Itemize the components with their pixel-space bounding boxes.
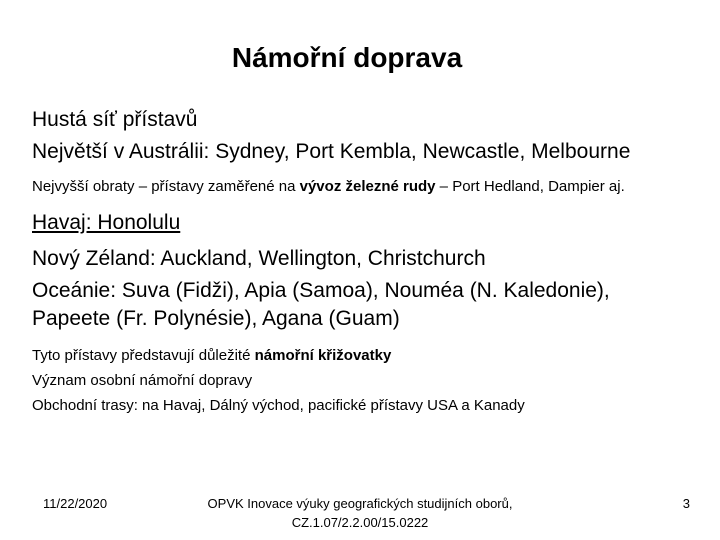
text-line-trade-routes: Obchodní trasy: na Havaj, Dálný východ, pacifické přístavy USA a Kanady (32, 397, 525, 414)
text-line-oceania: Oceánie: Suva (Fidži), Apia (Samoa), Nouméa (N. Kaledonie), Papeete (Fr. Polynésie), Agana (Guam) (32, 279, 610, 330)
text-fragment: Tyto přístavy představují důležité (32, 347, 255, 364)
underlined-text-hawaii: Havaj: Honolulu (32, 211, 181, 234)
footer-date: 11/22/2020 (43, 496, 108, 511)
slide-title: Námořní doprava (231, 42, 463, 73)
slide-number: 3 (682, 496, 690, 511)
text-line-hawaii (32, 209, 692, 237)
footer-project-line2: CZ.1.07/2.2.00/15.0222 (291, 515, 429, 530)
text-line-dense-ports: Hustá síť přístavů (32, 108, 198, 131)
footer-project (180, 494, 540, 532)
text-line-passenger-transport: Význam osobní námořní dopravy (32, 372, 253, 389)
bold-text-iron-ore: vývoz železné rudy (299, 178, 436, 195)
text-fragment: – Port Hedland, Dampier aj. (435, 178, 625, 195)
text-line-highest-turnover (32, 176, 692, 197)
text-fragment: Nejvyšší obraty – přístavy zaměřené na (32, 178, 300, 195)
text-line-australia-ports: Největší v Austrálii: Sydney, Port Kembla, Newcastle, Melbourne (32, 140, 631, 163)
text-line-crossroads (32, 345, 692, 366)
slide-body (32, 106, 692, 416)
bold-text-crossroads: námořní křižovatky (254, 347, 392, 364)
text-line-new-zealand: Nový Zéland: Auckland, Wellington, Christchurch (32, 247, 486, 270)
footer-project-line1: OPVK Inovace výuky geografických studijních oborů, (207, 496, 513, 511)
